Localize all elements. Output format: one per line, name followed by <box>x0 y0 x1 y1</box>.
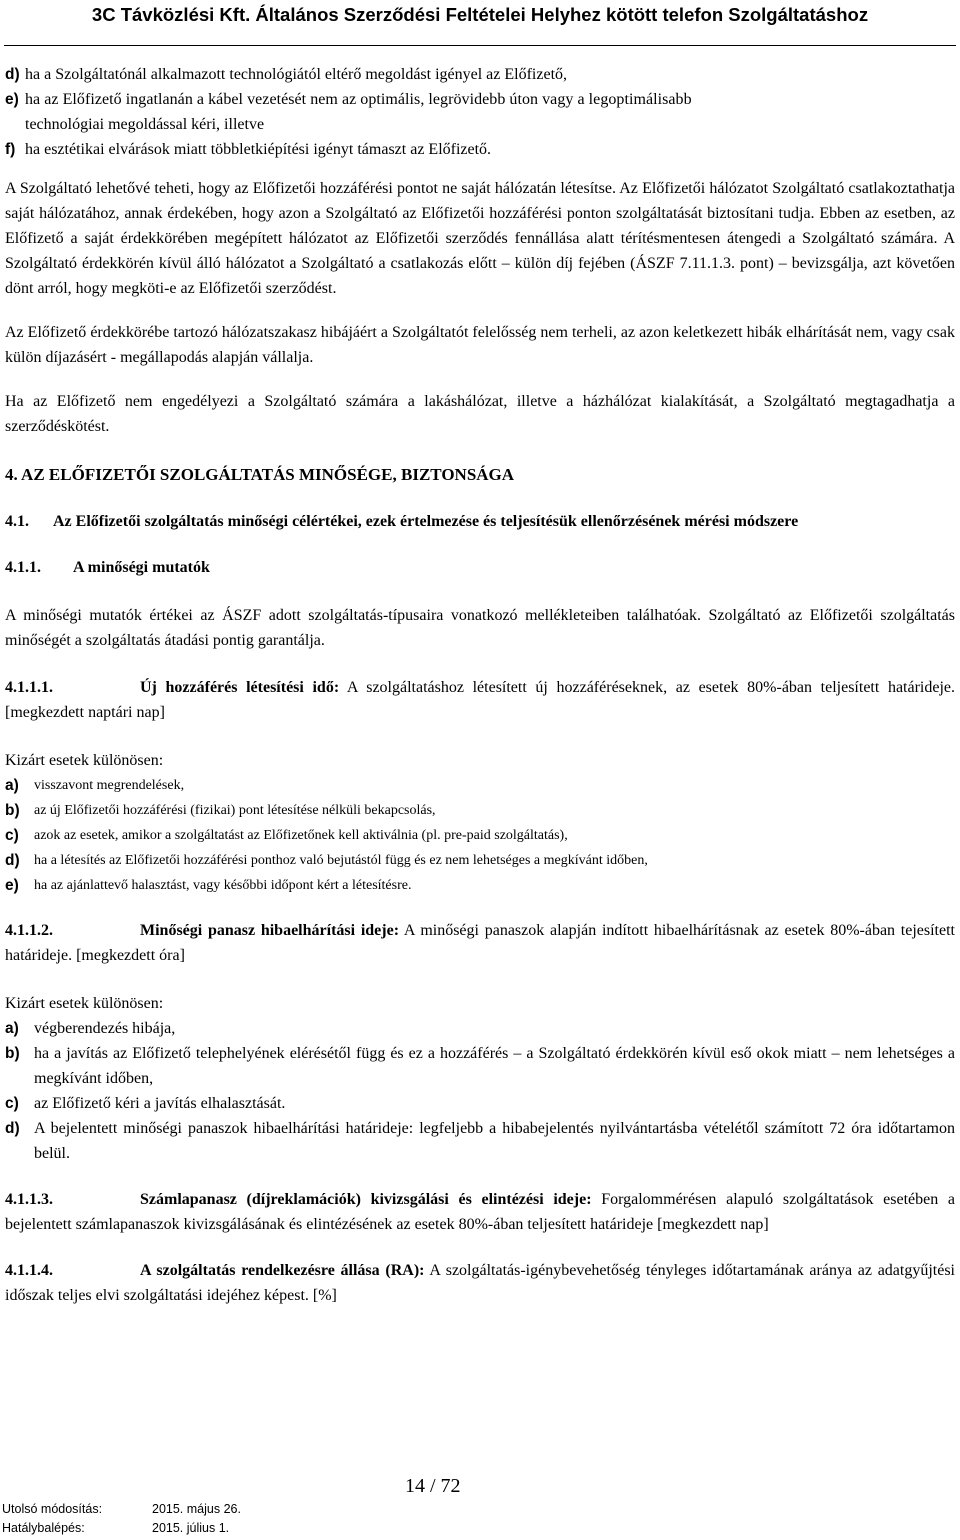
section-number: 4.1.1.4. <box>5 1262 53 1279</box>
header-title: 3C Távközlési Kft. Általános Szerződési Feltételei Helyhez kötött telefon Szolgáltatáshoz <box>91 4 869 25</box>
list-item-d <box>5 62 955 87</box>
section-title: A minőségi mutatók <box>73 559 210 576</box>
section-number: 4.1.1.2. <box>5 922 53 939</box>
section-text: Forgalommérésen alapuló szolgáltatások esetében a bejelentett számlapanaszok kivizsgálásának és elintézésének az esetek 80%-ában teljesített határideje [megkezdett nap] <box>5 1191 955 1233</box>
list-item <box>5 798 955 823</box>
list-label: f) <box>5 141 16 158</box>
section-heading-4-1 <box>5 509 955 534</box>
section-title: Új hozzáférés létesítési idő: <box>140 679 340 696</box>
section-number: 4.1. <box>5 513 29 530</box>
list-item-e <box>5 87 955 112</box>
effective-value: 2015. július 1. <box>152 1521 230 1535</box>
list-label: d) <box>5 66 20 83</box>
list-text: ha a létesítés az Előfizetői hozzáférési ponthoz való bejutástól függ és ez nem lehetséges a megkívánt időben, <box>34 853 648 868</box>
section-title: Az Előfizetői szolgáltatás minőségi célértékei, ezek értelmezése és teljesítésük ellenőrzésének mérési módszere <box>53 513 799 530</box>
list-text: ha az ajánlattevő halasztást, vagy későbbi időpont kért a létesítésre. <box>34 878 412 893</box>
list-item <box>5 1016 955 1041</box>
modified-label: Utolsó módosítás: <box>2 1502 103 1516</box>
list-item <box>5 773 955 798</box>
list-text: ha az Előfizető ingatlanán a kábel vezetését nem az optimális, legrövidebb úton vagy a legoptimálisabb <box>25 91 692 108</box>
list-label: d) <box>5 1120 20 1137</box>
page-header <box>0 0 960 48</box>
paragraph-refusal: Ha az Előfizető nem engedélyezi a Szolgáltató számára a lakáshálózat, illetve a házhálózat kialakítását, a Szolgáltató megtagadhatja a szerződéskötést. <box>5 393 955 435</box>
list-item <box>5 823 955 848</box>
list-item-e-continued: technológiai megoldással kéri, illetve <box>25 116 265 133</box>
list-text: az új Előfizetői hozzáférési (fizikai) pont létesítése nélküli bekapcsolás, <box>34 803 436 818</box>
paragraph-liability: Az Előfizető érdekkörébe tartozó hálózatszakasz hibájáért a Szolgáltatót felelősség nem terheli, az azon keletkezett hibák elhárítását nem, vagy csak külön díjazásért - megállapodás alapján vállalja. <box>5 324 955 366</box>
subsection-4-1-1-4 <box>5 1258 955 1308</box>
section-number: 4.1.1.3. <box>5 1191 53 1208</box>
list-text: végberendezés hibája, <box>34 1020 176 1037</box>
list-label: b) <box>5 1045 20 1062</box>
list-label: d) <box>5 852 20 869</box>
page-footer <box>0 1475 960 1540</box>
section-heading-4: 4. AZ ELŐFIZETŐI SZOLGÁLTATÁS MINŐSÉGE, BIZTONSÁGA <box>5 465 515 484</box>
subsection-4-1-1-2 <box>5 918 955 968</box>
excluded-list-4-1-1-2 <box>5 1016 955 1166</box>
list-label: a) <box>5 777 19 794</box>
effective-label: Hatálybalépés: <box>2 1521 85 1535</box>
paragraph-quality-indicators: A minőségi mutatók értékei az ÁSZF adott szolgáltatás-típusaira vonatkozó mellékleteiben találhatóak. Szolgáltató az Előfizetői szolgáltatás minőségét a szolgáltatás átadási pontig garantálja. <box>5 607 955 649</box>
list-label: b) <box>5 802 20 819</box>
section-number: 4.1.1. <box>5 559 41 576</box>
list-label: e) <box>5 91 19 108</box>
section-number: 4.1.1.1. <box>5 679 53 696</box>
subsection-4-1-1-1 <box>5 675 955 725</box>
paragraph-network: A Szolgáltató lehetővé teheti, hogy az Előfizetői hozzáférési pontot ne saját hálózatán létesítse. Az Előfizetői hálózatot Szolgáltató csatlakoztathatja saját hálózatához, annak érdekében, hogy azon a Szolgáltató az Előfizetői hozzáférési ponton szolgáltatását biztosítani tudja. Ebben az esetben, az Előfizető a saját érdekkörében megépített hálózatot az Előfizetői szerződés fennállása alatt térítésmentesen átengedi a Szolgáltató számára. A Szolgáltató érdekkörén kívül álló hálózatot a Szolgáltató a csatlakozás előtt – külön díj fejében (ÁSZF 7.11.1.3. pont) – bevizsgálja, azt követően dönt arról, hogy megköti-e az Előfizetői szerződést. <box>5 180 955 297</box>
list-text: az Előfizető kéri a javítás elhalasztását. <box>34 1095 286 1112</box>
list-text: azok az esetek, amikor a szolgáltatást az Előfizetőnek kell aktiválnia (pl. pre-paid szolgáltatás), <box>34 828 568 843</box>
list-text: ha esztétikai elvárások miatt többletkiépítési igényt támaszt az Előfizető. <box>25 141 492 158</box>
excluded-list-4-1-1-1 <box>5 773 955 898</box>
list-text: A bejelentett minőségi panaszok hibaelhárítási határideje: legfeljebb a hibabejelentés nyilvántartásba vételétől számított 72 óra időtartamon belül. <box>34 1120 955 1162</box>
header-divider <box>4 45 956 46</box>
list-item <box>5 848 955 873</box>
document-body <box>5 62 955 1308</box>
section-title: Számlapanasz (díjreklamációk) kivizsgálási és elintézési ideje: <box>140 1191 592 1208</box>
list-label: c) <box>5 827 19 844</box>
excluded-intro: Kizárt esetek különösen: <box>5 995 164 1012</box>
list-item <box>5 1116 955 1166</box>
section-title: Minőségi panasz hibaelhárítási ideje: <box>140 922 400 939</box>
list-label: c) <box>5 1095 19 1112</box>
list-item <box>5 873 955 898</box>
list-item <box>5 1091 955 1116</box>
page-number: 14 / 72 <box>405 1475 461 1497</box>
subsection-4-1-1-3 <box>5 1187 955 1237</box>
section-title: A szolgáltatás rendelkezésre állása (RA): <box>140 1262 425 1279</box>
excluded-intro: Kizárt esetek különösen: <box>5 752 164 769</box>
list-label: a) <box>5 1020 19 1037</box>
modified-value: 2015. május 26. <box>152 1502 241 1516</box>
list-text: ha a javítás az Előfizető telephelyének elérésétől függ és ez a hozzáférés – a Szolgáltató érdekkörén kívül eső okok miatt – nem lehetséges a megkívánt időben, <box>34 1045 955 1087</box>
section-text: A szolgáltatáshoz létesített új hozzáféréseknek, az esetek 80%-ában teljesített határideje. [megkezdett naptári nap] <box>5 679 956 721</box>
section-text: A szolgáltatás-igénybevehetőség tényleges időtartamának aránya az adatgyűjtési időszak teljes elvi szolgáltatási idejéhez képest. [%] <box>5 1262 956 1304</box>
section-heading-4-1-1 <box>5 555 955 580</box>
list-text: ha a Szolgáltatónál alkalmazott technológiától eltérő megoldást igényel az Előfizető, <box>25 66 568 83</box>
list-label: e) <box>5 877 19 894</box>
section-text: A minőségi panaszok alapján indított hibaelhárításnak az esetek 80%-ában tejesített határideje. [megkezdett óra] <box>5 922 955 964</box>
list-item <box>5 1041 955 1091</box>
list-item-f <box>5 137 955 162</box>
list-text: visszavont megrendelések, <box>34 778 185 793</box>
